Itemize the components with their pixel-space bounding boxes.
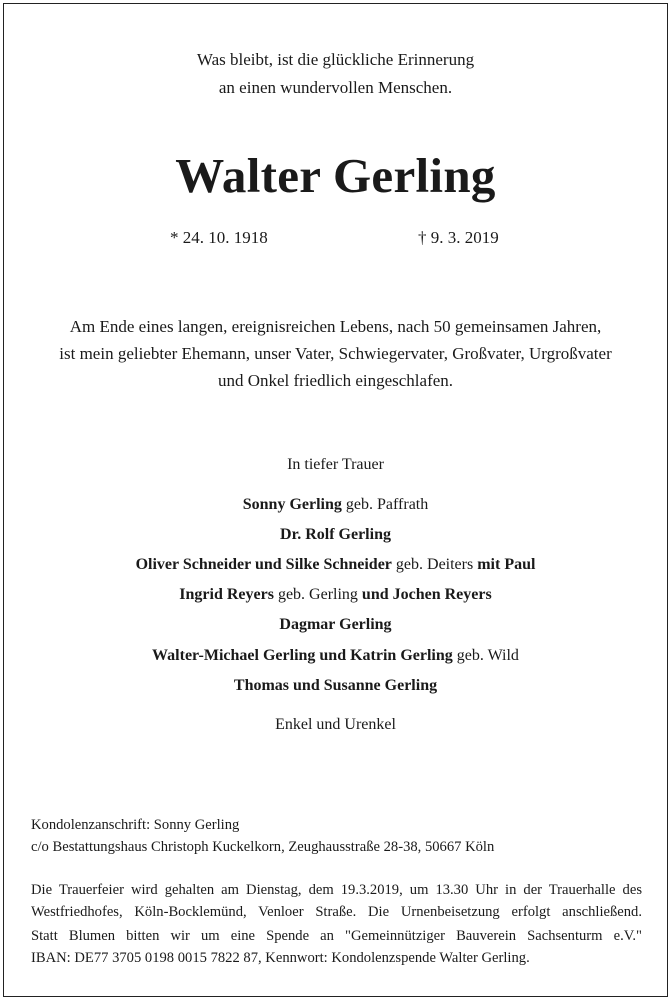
motto-line-1: Was bleibt, ist die glückliche Erinnerung bbox=[196, 50, 475, 69]
mourning-heading: In tiefer Trauer bbox=[287, 456, 384, 473]
death-date: † 9. 3. 2019 bbox=[418, 228, 499, 247]
mourner-line: Dagmar Gerling bbox=[279, 616, 392, 633]
motto-line-2: an einen wundervollen Menschen. bbox=[218, 78, 453, 97]
mourner-line: Ingrid Reyers geb. Gerling und Jochen Reyers bbox=[179, 586, 492, 603]
birth-date: * 24. 10. 1918 bbox=[170, 228, 268, 247]
deceased-name: Walter Gerling bbox=[175, 148, 496, 203]
mourner-line: Sonny Gerling geb. Paffrath bbox=[242, 496, 429, 513]
mourner-line: Oliver Schneider und Silke Schneider geb. Deiters mit Paul bbox=[135, 556, 536, 573]
announcement-line-3: und Onkel friedlich eingeschlafen. bbox=[217, 371, 454, 390]
donation-info-line-1: Statt Blumen bitten wir um eine Spende an "Gemeinnütziger Bauverein Sachsenturm e.V." bbox=[31, 928, 642, 944]
mourner-line: Walter-Michael Gerling und Katrin Gerling geb. Wild bbox=[152, 647, 519, 664]
funeral-info-line-2: Westfriedhofes, Köln-Bocklemünd, Venloer Straße. Die Urnenbeisetzung erfolgt anschließend. bbox=[31, 904, 642, 920]
grandchildren-line: Enkel und Urenkel bbox=[275, 716, 396, 733]
condolence-address-line-1: Kondolenzanschrift: Sonny Gerling bbox=[31, 817, 240, 833]
funeral-info-line-1: Die Trauerfeier wird gehalten am Dienstag, dem 19.3.2019, um 13.30 Uhr in der Trauerhalle des bbox=[31, 882, 642, 898]
donation-info-line-2: IBAN: DE77 3705 0198 0015 7822 87, Kennwort: Kondolenzspende Walter Gerling. bbox=[31, 950, 530, 966]
mourner-line: Thomas und Susanne Gerling bbox=[233, 677, 438, 694]
mourner-line: Dr. Rolf Gerling bbox=[280, 526, 391, 543]
condolence-address-line-2: c/o Bestattungshaus Christoph Kuckelkorn, Zeughausstraße 28-38, 50667 Köln bbox=[31, 839, 495, 855]
announcement-line-2: ist mein geliebter Ehemann, unser Vater, Schwiegervater, Großvater, Urgroßvater bbox=[59, 344, 612, 363]
announcement-line-1: Am Ende eines langen, ereignisreichen Lebens, nach 50 gemeinsamen Jahren, bbox=[69, 317, 602, 336]
